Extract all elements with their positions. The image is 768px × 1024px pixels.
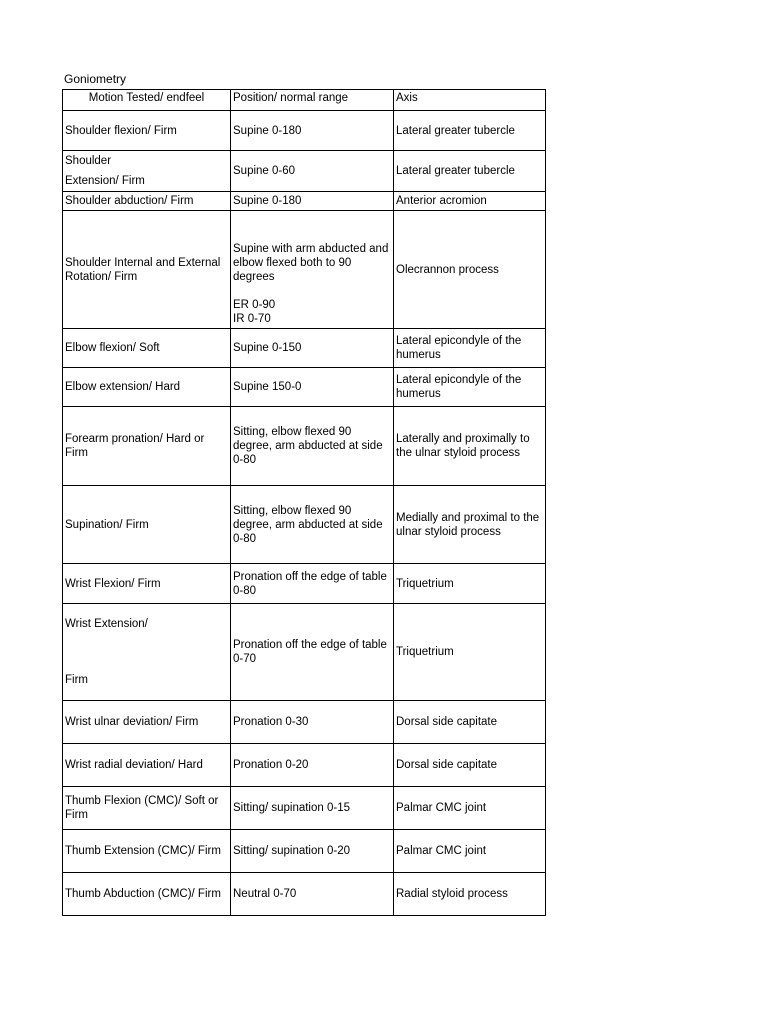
table-row: [63, 192, 546, 211]
motion-cell: Thumb Abduction (CMC)/ Firm: [63, 873, 231, 916]
position-cell: Supine 0-60: [231, 151, 394, 192]
table-header-row: [63, 90, 546, 111]
axis-cell: Lateral epicondyle of the humerus: [394, 329, 546, 368]
axis-cell: Lateral epicondyle of the humerus: [394, 368, 546, 407]
table-row: [63, 368, 546, 407]
motion-cell: Elbow flexion/ Soft: [63, 329, 231, 368]
table-row: [63, 564, 546, 604]
motion-cell: Shoulder abduction/ Firm: [63, 192, 231, 211]
motion-cell: Thumb Flexion (CMC)/ Soft or Firm: [63, 787, 231, 830]
motion-cell: Shoulder flexion/ Firm: [63, 111, 231, 151]
position-cell: Sitting, elbow flexed 90 degree, arm abducted at side 0-80: [231, 407, 394, 486]
axis-cell: Radial styloid process: [394, 873, 546, 916]
table-row: [63, 744, 546, 787]
motion-cell: Supination/ Firm: [63, 486, 231, 564]
position-cell: Pronation off the edge of table 0-70: [231, 604, 394, 701]
axis-cell: Dorsal side capitate: [394, 744, 546, 787]
axis-cell: Palmar CMC joint: [394, 830, 546, 873]
position-cell: Sitting, elbow flexed 90 degree, arm abducted at side 0-80: [231, 486, 394, 564]
position-cell: Supine with arm abducted and elbow flexed both to 90 degrees ER 0-90 IR 0-70: [231, 211, 394, 329]
motion-cell: Wrist ulnar deviation/ Firm: [63, 701, 231, 744]
axis-cell: Olecrannon process: [394, 211, 546, 329]
table-row: [63, 873, 546, 916]
table-row: [63, 701, 546, 744]
axis-cell: Lateral greater tubercle: [394, 111, 546, 151]
axis-cell: Laterally and proximally to the ulnar styloid process: [394, 407, 546, 486]
motion-cell: Forearm pronation/ Hard or Firm: [63, 407, 231, 486]
axis-cell: Anterior acromion: [394, 192, 546, 211]
position-cell: Pronation 0-20: [231, 744, 394, 787]
table-row: [63, 486, 546, 564]
table-row: [63, 830, 546, 873]
axis-cell: Palmar CMC joint: [394, 787, 546, 830]
axis-cell: Triquetrium: [394, 604, 546, 701]
axis-cell: Medially and proximal to the ulnar styloid process: [394, 486, 546, 564]
table-row: [63, 151, 546, 192]
motion-cell: Wrist Flexion/ Firm: [63, 564, 231, 604]
position-cell: Supine 150-0: [231, 368, 394, 407]
position-cell: Pronation off the edge of table 0-80: [231, 564, 394, 604]
position-cell: Neutral 0-70: [231, 873, 394, 916]
table-row: [63, 111, 546, 151]
position-cell: Supine 0-180: [231, 192, 394, 211]
position-cell: Sitting/ supination 0-15: [231, 787, 394, 830]
table-row: [63, 604, 546, 701]
axis-cell: Lateral greater tubercle: [394, 151, 546, 192]
motion-cell: Wrist Extension/ Firm: [63, 604, 231, 701]
motion-cell: Thumb Extension (CMC)/ Firm: [63, 830, 231, 873]
table-row: [63, 211, 546, 329]
motion-cell: Wrist radial deviation/ Hard: [63, 744, 231, 787]
table-row: [63, 407, 546, 486]
document-title: Goniometry: [64, 72, 127, 86]
position-cell: Sitting/ supination 0-20: [231, 830, 394, 873]
header-motion-tested: Motion Tested/ endfeel: [63, 90, 231, 111]
header-axis: Axis: [394, 90, 546, 111]
axis-cell: Dorsal side capitate: [394, 701, 546, 744]
goniometry-table: [62, 89, 546, 916]
axis-cell: Triquetrium: [394, 564, 546, 604]
table-row: [63, 329, 546, 368]
position-cell: Supine 0-180: [231, 111, 394, 151]
position-cell: Pronation 0-30: [231, 701, 394, 744]
motion-cell: Shoulder Extension/ Firm: [63, 151, 231, 192]
motion-cell: Shoulder Internal and External Rotation/ Firm: [63, 211, 231, 329]
table-row: [63, 787, 546, 830]
position-cell: Supine 0-150: [231, 329, 394, 368]
motion-cell: Elbow extension/ Hard: [63, 368, 231, 407]
header-position-range: Position/ normal range: [231, 90, 394, 111]
